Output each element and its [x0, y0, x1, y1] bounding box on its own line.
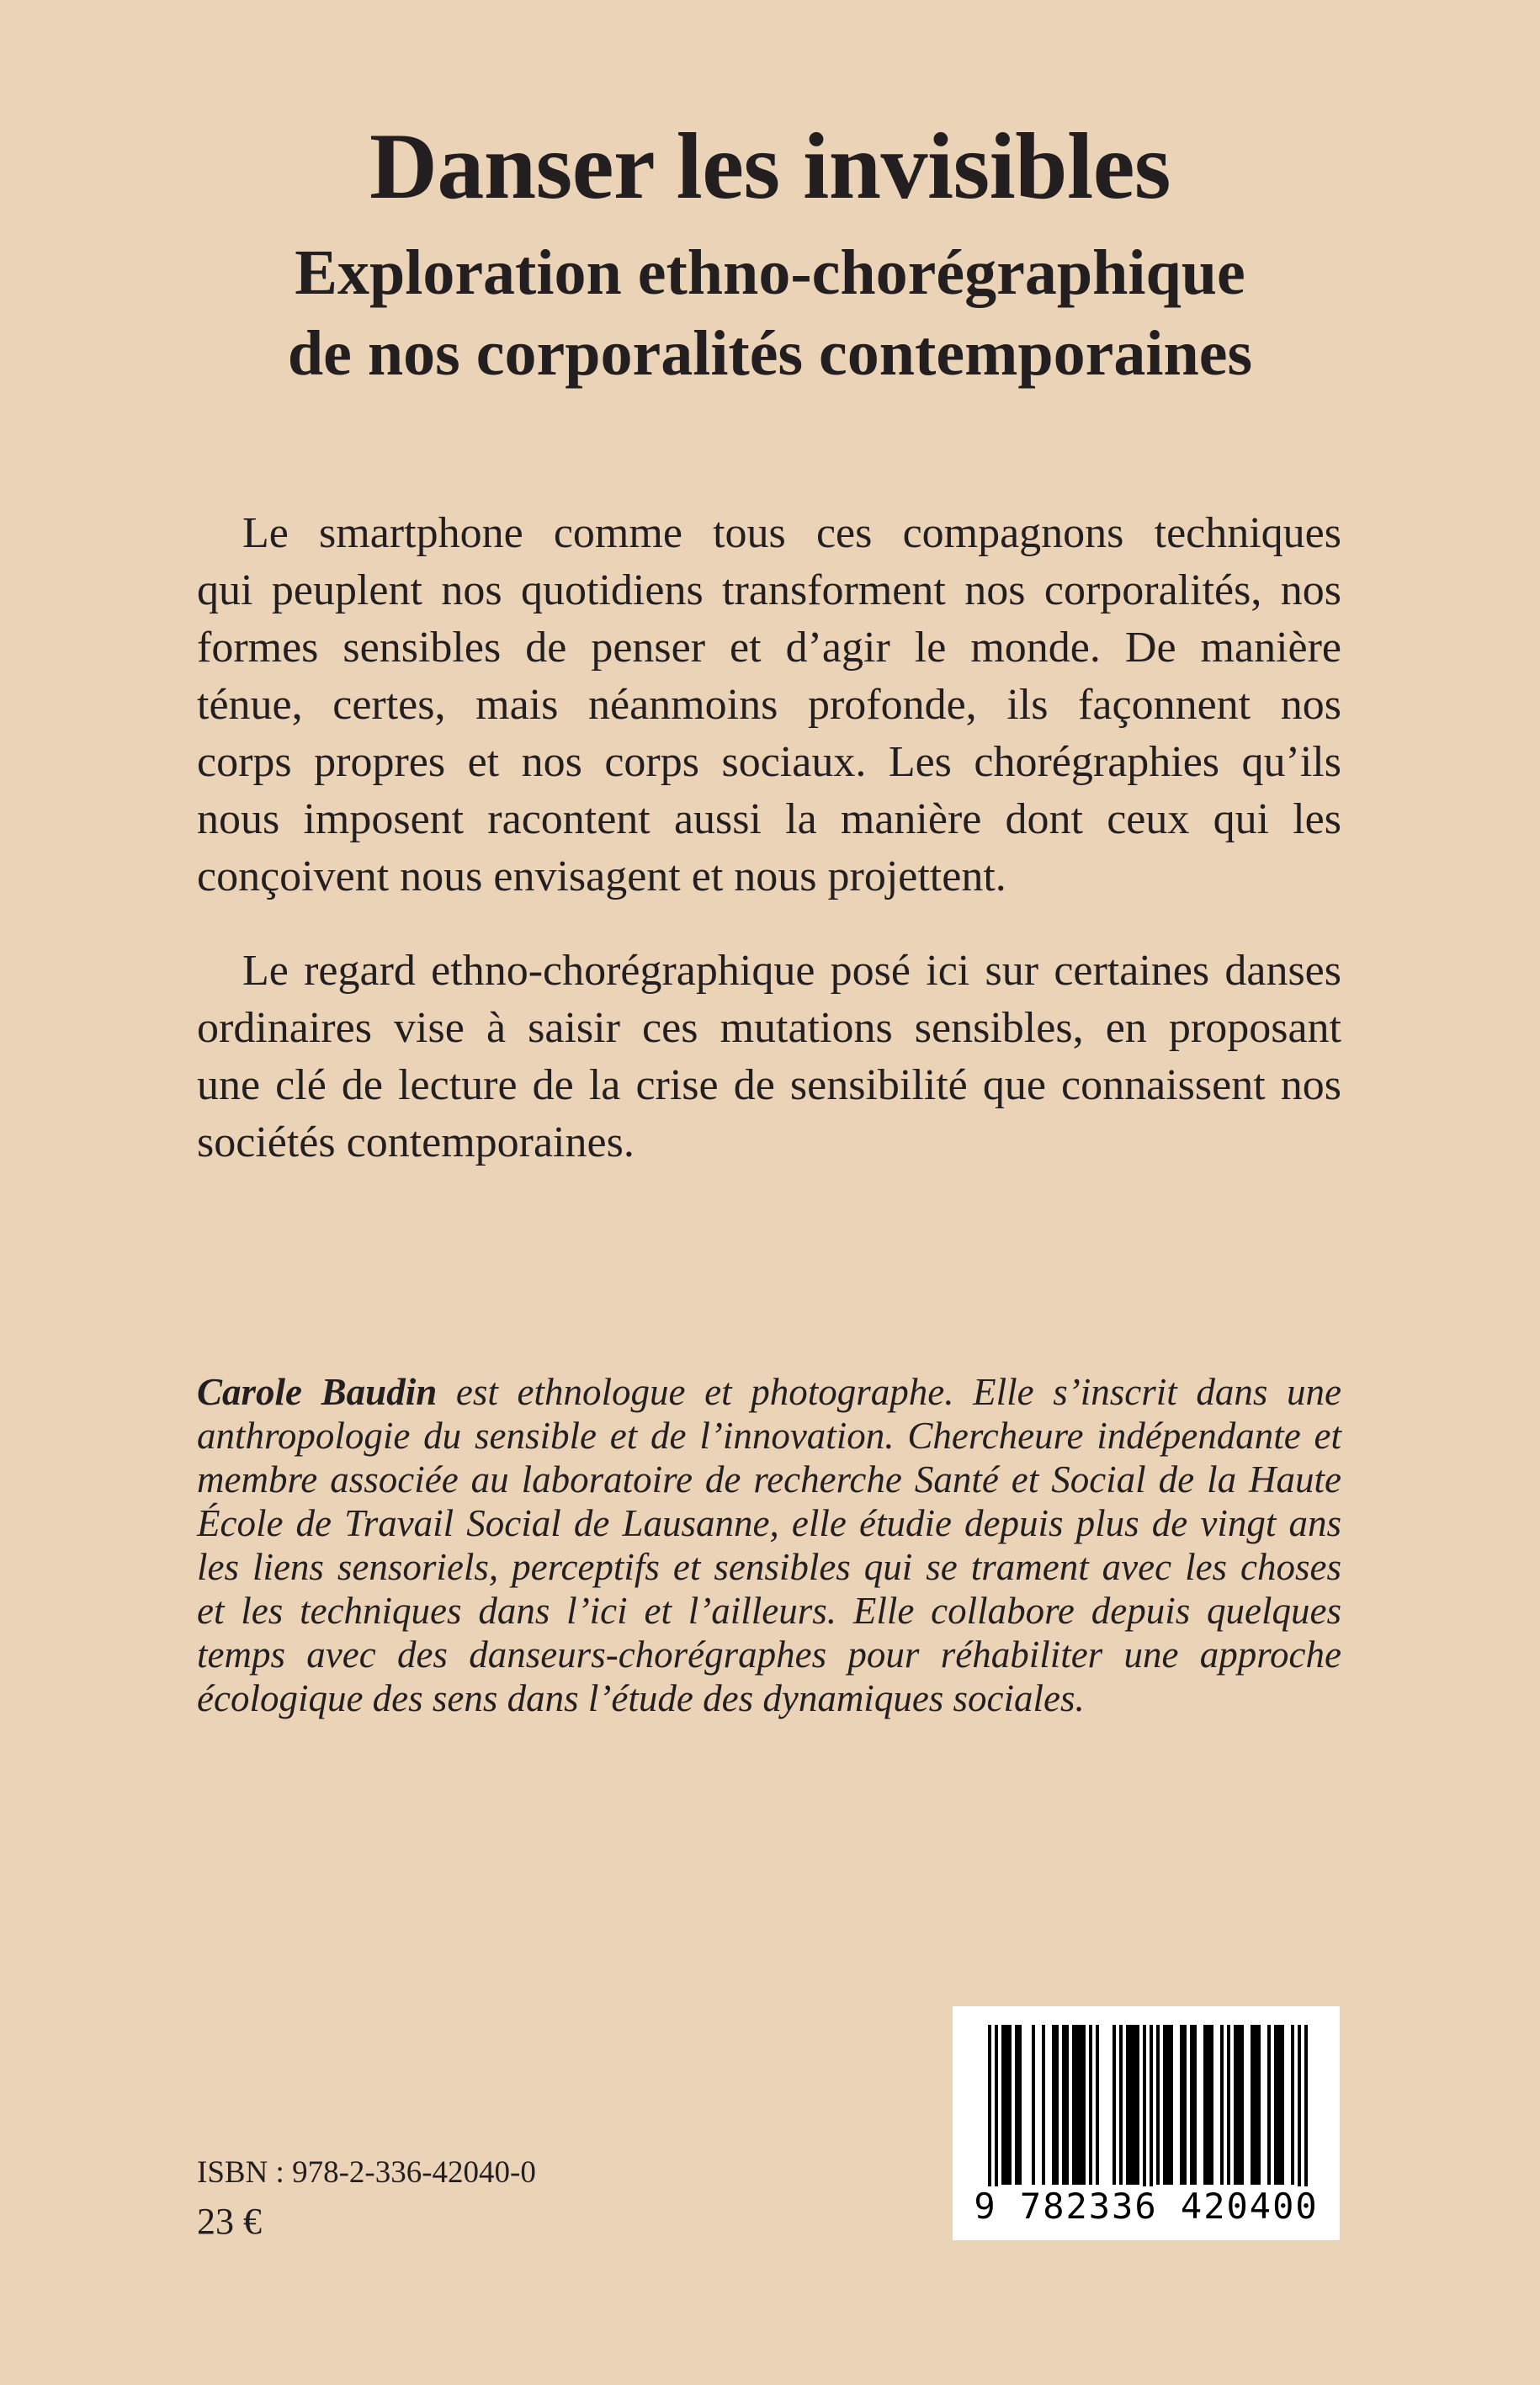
barcode-bar — [1001, 2025, 1005, 2185]
bio-line — [197, 1370, 1341, 1414]
barcode — [953, 2006, 1340, 2240]
barcode-bar — [1126, 2025, 1129, 2185]
barcode-bar — [1075, 2025, 1079, 2185]
author-bio — [197, 1370, 1341, 1720]
price-text: 23 € — [197, 2201, 262, 2242]
blurb-line: ordinaires vise à saisir ces mutations sensibles, en proposant — [197, 1004, 1341, 1052]
barcode-bar — [1220, 2025, 1224, 2185]
barcode-bar — [1052, 2025, 1055, 2185]
blurb-line: ténue, certes, mais néanmoins profonde, ils façonnent nos — [197, 681, 1341, 729]
blurb-paragraph-2 — [197, 943, 1341, 1171]
blurb-line: corps propres et nos corps sociaux. Les chorégraphies qu’ils — [197, 738, 1341, 786]
barcode-bar — [1143, 2025, 1146, 2186]
barcode-bar — [1156, 2025, 1160, 2185]
blurb-line: conçoivent nous envisagent et nous projettent. — [197, 853, 1006, 900]
barcode-bar — [1113, 2025, 1116, 2185]
barcode-bar — [1234, 2025, 1237, 2185]
blurb-line: formes sensibles de penser et d’agir le monde. De manière — [197, 624, 1341, 672]
barcode-bar — [1267, 2025, 1271, 2185]
barcode-bar — [1065, 2025, 1069, 2185]
blurb-line: Le regard ethno-chorégraphique posé ici sur certaines danses — [242, 947, 1341, 995]
barcode-bar — [1190, 2025, 1193, 2185]
barcode-bar — [1227, 2025, 1230, 2185]
barcode-bar — [1281, 2025, 1284, 2185]
barcode-bar — [1180, 2025, 1183, 2185]
author-name: Carole Baudin — [197, 1371, 438, 1413]
barcode-bar — [1277, 2025, 1281, 2185]
barcode-bar — [1005, 2025, 1008, 2185]
barcode-bar — [1119, 2025, 1123, 2185]
isbn-text: ISBN : 978-2-336-42040-0 — [197, 2155, 536, 2190]
blurb-paragraph-1 — [197, 505, 1341, 906]
barcode-bar — [1096, 2025, 1099, 2185]
barcode-bar — [1089, 2025, 1092, 2185]
barcode-bar — [1193, 2025, 1197, 2185]
blurb-line: sociétés contemporaines. — [197, 1118, 635, 1166]
barcode-bar — [1251, 2025, 1254, 2185]
barcode-digits: 9 782336 420400 — [974, 2186, 1319, 2227]
bio-line: membre associée au laboratoire de recherche Santé et Social de la Haute — [197, 1458, 1341, 1501]
blurb-line: Le smartphone comme tous ces compagnons techniques — [242, 509, 1341, 557]
subtitle-line: Exploration ethno-chorégraphique — [295, 237, 1245, 308]
bio-line: écologique des sens dans l’étude des dynamiques sociales. — [197, 1677, 1085, 1719]
barcode-bar — [1183, 2025, 1187, 2185]
barcode-bar — [1072, 2025, 1075, 2185]
barcode-bar — [1240, 2025, 1244, 2185]
barcode-bar — [1166, 2025, 1170, 2185]
barcode-bar — [1082, 2025, 1086, 2185]
barcode-bar — [1203, 2025, 1207, 2185]
barcode-bar — [1015, 2025, 1018, 2185]
barcode-bar — [988, 2025, 991, 2186]
bio-line: temps avec des danseurs-chorégraphes pour réhabiliter une approche — [197, 1633, 1341, 1676]
barcode-bar — [1042, 2025, 1045, 2185]
barcode-bar — [1150, 2025, 1153, 2186]
barcode-bar — [1133, 2025, 1136, 2185]
barcode-bar — [1210, 2025, 1213, 2185]
bio-line: anthropologie du sensible et de l’innovation. Chercheure indépendante et — [197, 1415, 1341, 1457]
barcode-bar — [1291, 2025, 1294, 2185]
barcode-bar — [1163, 2025, 1166, 2185]
book-title: Danser les invisibles — [369, 114, 1171, 219]
barcode-bar — [1062, 2025, 1065, 2185]
bio-line: École de Travail Social de Lausanne, elle étudie depuis plus de vingt ans — [197, 1502, 1341, 1544]
barcode-bar — [1032, 2025, 1035, 2185]
barcode-bar — [1136, 2025, 1139, 2185]
barcode-bar — [1304, 2025, 1308, 2186]
barcode-bar — [995, 2025, 998, 2186]
barcode-bar — [1207, 2025, 1210, 2185]
book-subtitle — [0, 232, 1540, 394]
barcode-bar — [1257, 2025, 1261, 2185]
barcode-bar — [1254, 2025, 1257, 2185]
blurb-line: une clé de lecture de la crise de sensibilité que connaissent nos — [197, 1061, 1341, 1109]
barcode-bar — [1237, 2025, 1240, 2185]
barcode-bar — [1055, 2025, 1059, 2185]
bio-line: les liens sensoriels, perceptifs et sensibles qui se trament avec les choses — [197, 1546, 1341, 1588]
blurb-line: nous imposent racontent aussi la manière dont ceux qui les — [197, 795, 1341, 843]
bio-line-text: est ethnologue et photographe. Elle s’inscrit dans une — [437, 1371, 1342, 1413]
barcode-bar — [1079, 2025, 1082, 2185]
barcode-bar — [1170, 2025, 1173, 2185]
bio-line: et les techniques dans l’ici et l’ailleurs. Elle collabore depuis quelques — [197, 1590, 1341, 1632]
subtitle-line: de nos corporalités contemporaines — [287, 318, 1253, 389]
barcode-bar — [1008, 2025, 1012, 2185]
blurb-line: qui peuplent nos quotidiens transforment nos corporalités, nos — [197, 566, 1341, 614]
barcode-bar — [1129, 2025, 1133, 2185]
barcode-bar — [1018, 2025, 1022, 2185]
barcode-bar — [1298, 2025, 1301, 2186]
barcode-bar — [1274, 2025, 1277, 2185]
